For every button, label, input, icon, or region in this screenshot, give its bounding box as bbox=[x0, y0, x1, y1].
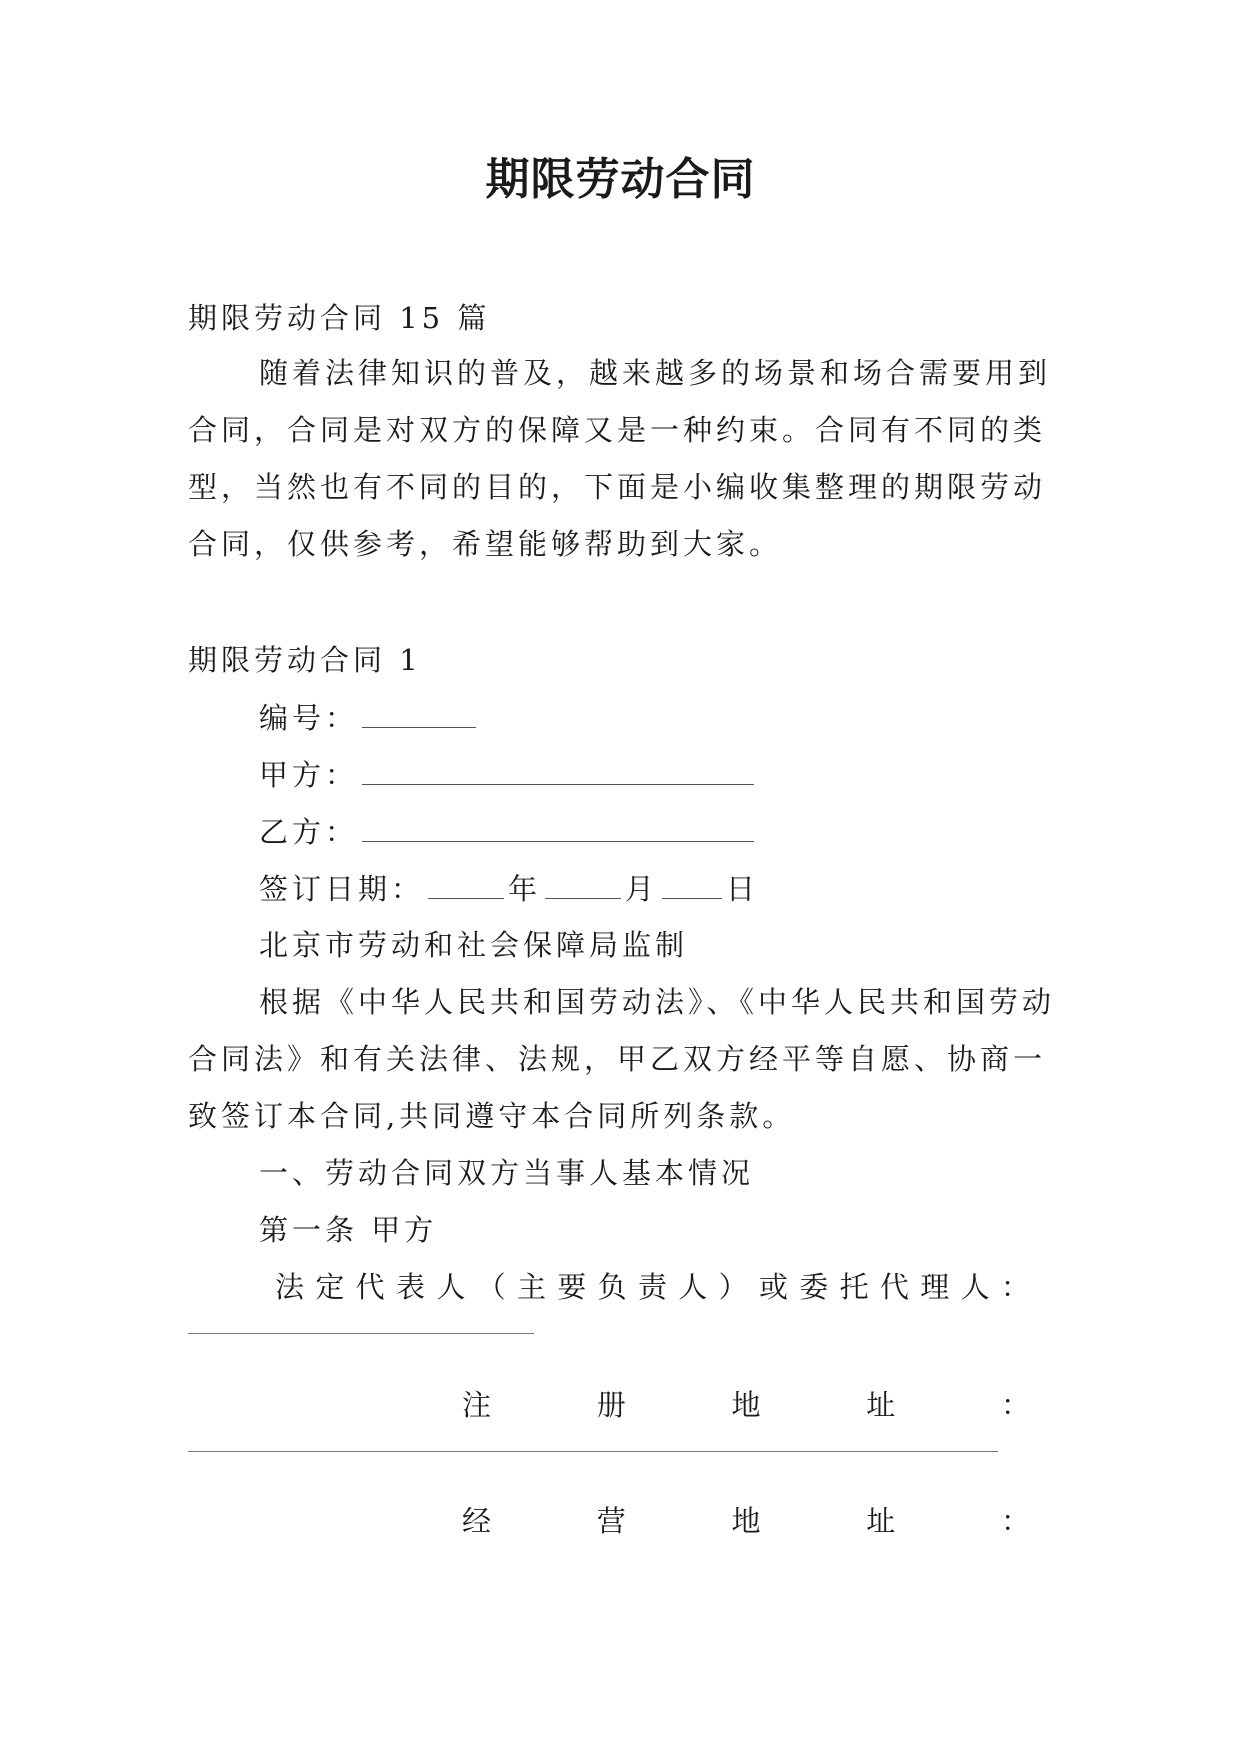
sign-date-label: 签订日期： bbox=[259, 872, 425, 906]
year-label: 年 bbox=[508, 872, 542, 906]
intro-line-2: 合同，合同是对双方的保障又是一种约束。合同有不同的类 bbox=[188, 413, 1047, 447]
business-address-label: 经 营 地 址 ： bbox=[462, 1504, 1030, 1538]
month-label: 月 bbox=[625, 872, 659, 906]
party-b-label: 乙方： bbox=[259, 815, 359, 849]
document-title: 期限劳动合同 bbox=[485, 154, 756, 205]
party-b-blank bbox=[362, 811, 754, 842]
sign-date-field bbox=[259, 868, 759, 909]
year-blank bbox=[428, 868, 504, 899]
intro-line-4: 合同，仅供参考，希望能够帮助到大家。 bbox=[188, 527, 783, 561]
article-one-heading: 第一条 甲方 bbox=[259, 1213, 438, 1247]
intro-line-3: 型，当然也有不同的目的，下面是小编收集整理的期限劳动 bbox=[188, 470, 1047, 504]
party-a-field bbox=[259, 754, 758, 795]
number-field bbox=[259, 697, 480, 738]
intro-line-1: 随着法律知识的普及，越来越多的场景和场合需要用到 bbox=[259, 356, 1052, 390]
registered-address-blank bbox=[188, 1451, 998, 1452]
party-a-label: 甲方： bbox=[259, 758, 359, 792]
day-label: 日 bbox=[726, 872, 760, 906]
month-blank bbox=[545, 868, 621, 899]
registered-address-label: 注 册 地 址 ： bbox=[462, 1388, 1030, 1422]
day-blank bbox=[662, 868, 722, 899]
representative-label: 法 定 代 表 人 （ 主 要 负 责 人 ） 或 委 托 代 理 人 ： bbox=[275, 1270, 1030, 1304]
number-label: 编号： bbox=[259, 701, 359, 735]
supervisor-line: 北京市劳动和社会保障局监制 bbox=[259, 928, 689, 962]
party-a-blank bbox=[362, 754, 754, 785]
contract-heading: 期限劳动合同 1 bbox=[188, 643, 422, 677]
representative-blank bbox=[188, 1333, 534, 1334]
party-b-field bbox=[259, 811, 758, 852]
preamble-line-3: 致签订本合同,共同遵守本合同所列条款。 bbox=[188, 1099, 796, 1133]
preamble-line-1: 根据《中华人民共和国劳动法》、《中华人民共和国劳动 bbox=[259, 985, 1056, 1019]
number-blank bbox=[362, 697, 476, 728]
section-one-heading: 一、劳动合同双方当事人基本情况 bbox=[259, 1156, 755, 1190]
preamble-line-2: 合同法》和有关法律、法规，甲乙双方经平等自愿、协商一 bbox=[188, 1042, 1047, 1076]
series-title: 期限劳动合同 15 篇 bbox=[188, 301, 491, 335]
